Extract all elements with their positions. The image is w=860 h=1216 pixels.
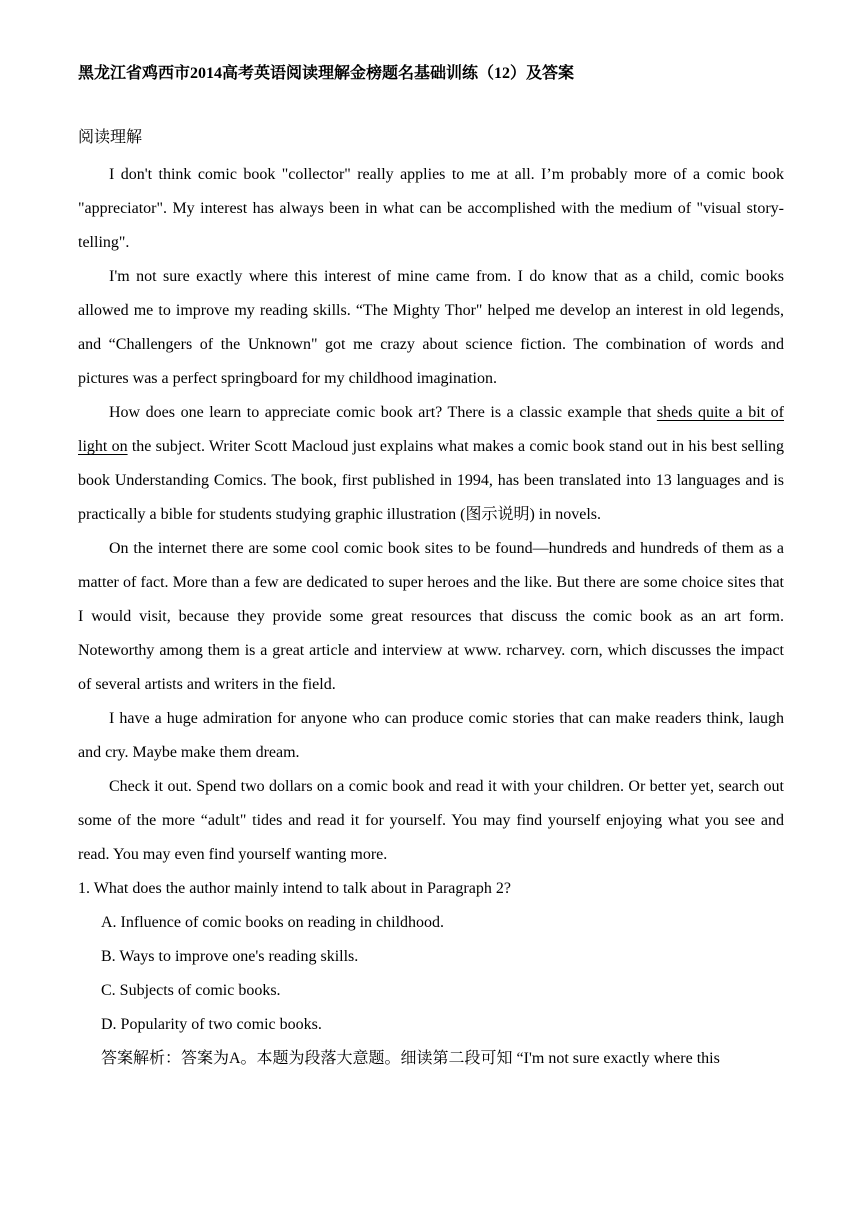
section-label: 阅读理解 — [78, 129, 143, 146]
passage-paragraph-1: I don't think comic book "collector" really applies to me at all. I’m probably more of a comic book "appreciator". My interest has always been in what can be accomplished with the medium of "visual story-telling". — [78, 166, 784, 251]
document-page — [78, 62, 784, 1076]
option-b: B. Ways to improve one's reading skills. — [101, 948, 359, 965]
question-1: 1. What does the author mainly intend to talk about in Paragraph 2? — [78, 880, 511, 897]
paragraph-3-lead: How does one learn to appreciate comic book art? There is a classic example that — [109, 404, 657, 421]
option-c: C. Subjects of comic books. — [101, 982, 281, 999]
answer-explanation: 答案解析：答案为A。本题为段落大意题。细读第二段可知 “I'm not sure exactly where this — [101, 1050, 720, 1067]
underlined-phrase: sheds quite a bit of light on — [78, 404, 784, 455]
passage-paragraph-2: I'm not sure exactly where this interest of mine came from. I do know that as a child, comic books allowed me to improve my reading skills. “The Mighty Thor" helped me develop an interest in old legends, and “Challengers of the Unknown" got me crazy about science fiction. The combination of words and pictures was a perfect springboard for my childhood imagination. — [78, 268, 784, 387]
option-d: D. Popularity of two comic books. — [101, 1016, 322, 1033]
passage-paragraph-4: On the internet there are some cool comic book sites to be found—hundreds and hundreds of them as a matter of fact. More than a few are dedicated to super heroes and the like. But there are some choice sites that I would visit, because they provide some great resources that discuss the comic book as an art form. Noteworthy among them is a great article and interview at www. rcharvey. corn, which discusses the impact of several artists and writers in the field. — [78, 540, 784, 693]
option-a: A. Influence of comic books on reading in childhood. — [101, 914, 445, 931]
passage-paragraph-6: Check it out. Spend two dollars on a comic book and read it with your children. Or better yet, search out some of the more “adult" tides and read it for yourself. You may find yourself enjoying what you see and read. You may even find yourself wanting more. — [78, 778, 784, 863]
passage-paragraph-5: I have a huge admiration for anyone who can produce comic stories that can make readers think, laugh and cry. Maybe make them dream. — [78, 710, 784, 761]
paragraph-3-rest: the subject. Writer Scott Macloud just explains what makes a comic book stand out in his best selling book Understanding Comics. The book, first published in 1994, has been translated into 13 languages and is practically a bible for students studying graphic illustration (图示说明) in novels. — [78, 438, 784, 523]
passage-paragraph-3 — [78, 396, 784, 532]
document-title: 黑龙江省鸡西市2014高考英语阅读理解金榜题名基础训练（12）及答案 — [78, 65, 575, 82]
